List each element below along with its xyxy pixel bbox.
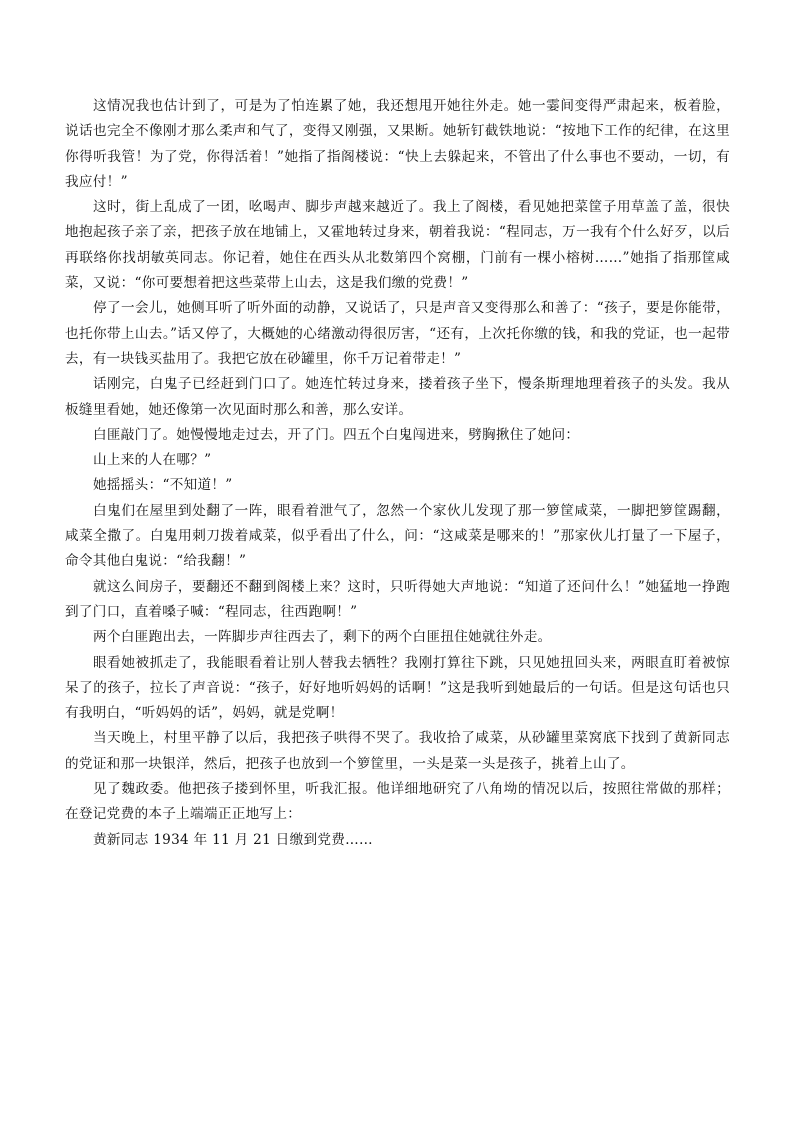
paragraph: 两个白匪跑出去，一阵脚步声往西去了，剩下的两个白匪扭住她就往外走。	[93, 629, 552, 646]
document-body	[65, 94, 730, 853]
paragraph: 当天晚上，村里平静了以后，我把孩子哄得不哭了。我收拾了咸菜，从砂罐里菜窝底下找到了黄新同志的党证和那一块银洋，然后，把孩子也放到一个箩筐里，一头是菜一头是孩子，挑着上山了。	[65, 730, 730, 772]
paragraph: 白匪敲门了。她慢慢地走过去，开了门。四五个白鬼闯进来，劈胸揪住了她问：	[93, 426, 580, 443]
paragraph: 见了魏政委。他把孩子搂到怀里，听我汇报。他详细地研究了八角坳的情况以后，按照往常做的那样；在登记党费的本子上端端正正地写上：	[65, 781, 730, 823]
paragraph: 就这么间房子，要翻还不翻到阁楼上来？这时，只听得她大声地说：“知道了还问什么！”她猛地一挣跑到了门口，直着嗓子喊：“程同志，往西跑啊！”	[65, 578, 730, 620]
paragraph: 停了一会儿，她侧耳听了听外面的动静，又说话了，只是声音又变得那么和善了：“孩子，要是你能带，也托你带上山去。”话又停了，大概她的心绪激动得很厉害，“还有，上次托你缴的钱，和我的党证，也一起带去，有一块钱买盐用了。我把它放在砂罐里，你千万记着带走！”	[65, 300, 730, 367]
paragraph: 这情况我也估计到了，可是为了怕连累了她，我还想甩开她往外走。她一霎间变得严肃起来，板着脸，说话也完全不像刚才那么柔声和气了，变得又刚强，又果断。她斩钉截铁地说：“按地下工作的纪律，在这里你得听我管！为了党，你得活着！”她指了指阁楼说：“快上去躲起来，不管出了什么事也不要动，一切，有我应付！”	[65, 98, 730, 190]
paragraph: 这时，街上乱成了一团，吆喝声、脚步声越来越近了。我上了阁楼，看见她把菜筐子用草盖了盖，很快地抱起孩子亲了亲，把孩子放在地铺上，又霍地转过身来，朝着我说：“程同志，万一我有个什么好歹，以后再联络你找胡敏英同志。你记着，她住在西头从北数第四个窝棚，门前有一棵小榕树……”她指了指那筐咸菜，又说：“你可要想着把这些菜带上山去，这是我们缴的党费！”	[65, 199, 730, 292]
paragraph: 眼看她被抓走了，我能眼看着让别人替我去牺牲？我刚打算往下跳，只见她扭回头来，两眼直盯着被惊呆了的孩子，拉长了声音说：“孩子，好好地听妈妈的话啊！”这是我听到她最后的一句话。但是这句话也只有我明白，“听妈妈的话”，妈妈，就是党啊！	[65, 654, 730, 722]
paragraph: 山上来的人在哪？”	[93, 452, 212, 469]
paragraph: 黄新同志 1934 年 11 月 21 日缴到党费……	[93, 831, 373, 848]
paragraph: 白鬼们在屋里到处翻了一阵，眼看着泄气了，忽然一个家伙儿发现了那一箩筐咸菜，一脚把箩筐踢翻，咸菜全撒了。白鬼用刺刀拨着咸菜，似乎看出了什么，问：“这咸菜是哪来的！”那家伙儿打量了一下屋子，命令其他白鬼说：“给我翻！”	[65, 502, 730, 570]
paragraph: 话刚完，白鬼子已经赶到门口了。她连忙转过身来，搂着孩子坐下，慢条斯理地理着孩子的头发。我从板缝里看她，她还像第一次见面时那么和善，那么安详。	[65, 376, 730, 418]
paragraph: 她摇摇头：“不知道！”	[93, 477, 233, 494]
